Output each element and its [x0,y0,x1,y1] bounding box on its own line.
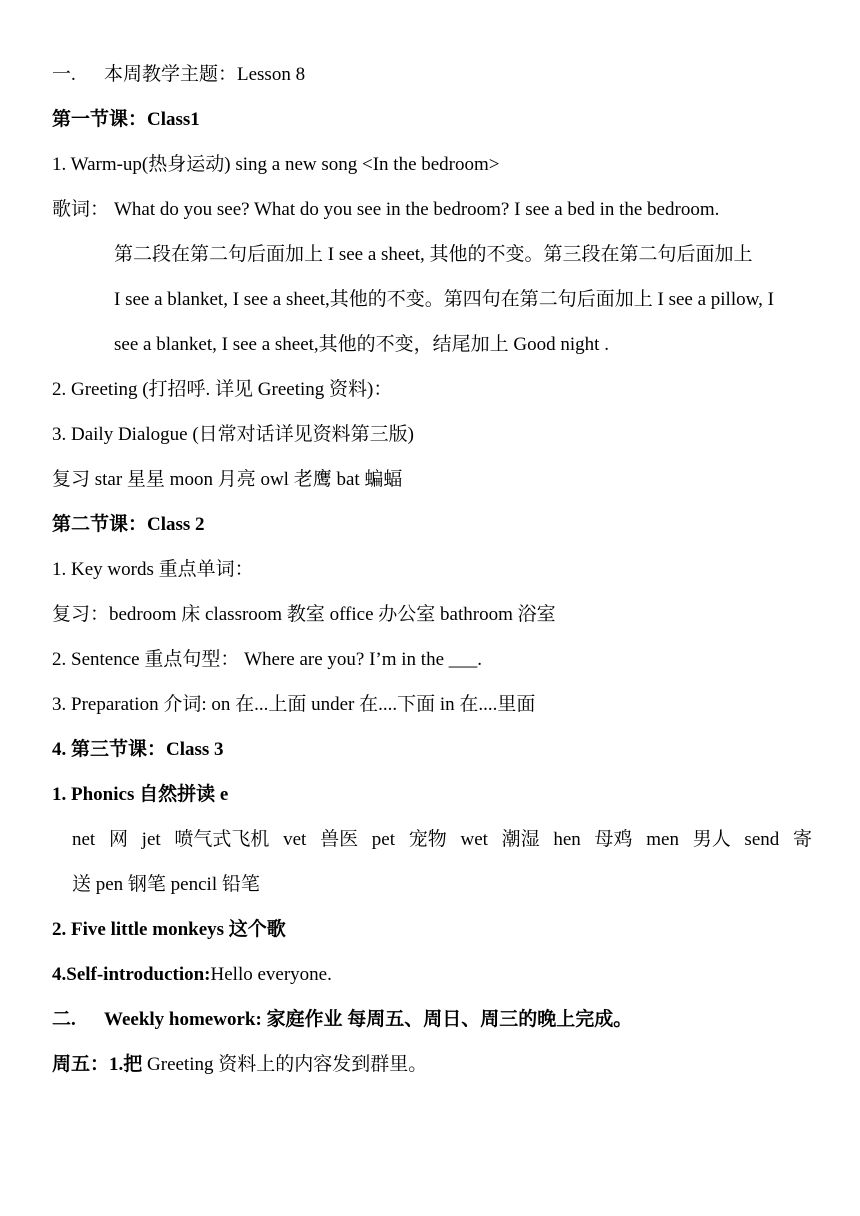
phonics-words-line [72,828,812,852]
lyrics-text: What do you see? What do you see in the bedroom? I see a bed in the bedroom. [114,199,720,220]
phonics-word: pet [371,829,396,850]
section-heading-2 [52,1008,822,1032]
friday-label: 周五：1.把 [52,1054,143,1075]
warmup-line: 1. Warm-up(热身运动) sing a new song <In the bedroom> [52,154,500,175]
review-line: 复习 star 星星 moon 月亮 owl 老鹰 bat 蝙蝠 [52,469,403,490]
phonics-meaning: 喷气式飞机 [174,829,270,850]
phonics-word: vet [283,829,307,850]
sentence-line: 2. Sentence 重点句型： Where are you? I’m in the ___. [52,649,483,670]
section-title: 本周教学主题：Lesson 8 [104,64,306,85]
lyrics-verse-2: 第二段在第二句后面加上 I see a sheet, 其他的不变。第三段在第二句后面加上 [114,244,753,265]
homework-title: Weekly homework: 家庭作业 每周五、周日、周三的晚上完成。 [104,1009,633,1030]
preposition-line: 3. Preparation 介词: on 在...上面 under 在....下面 in 在....里面 [52,694,536,715]
phonics-word: send [744,829,780,850]
lyrics-label: 歌词： [52,199,110,220]
class2-heading: 第二节课：Class 2 [52,514,205,535]
phonics-meaning: 网 [108,829,128,850]
phonics-meaning: 兽医 [320,829,359,850]
phonics-word: jet [141,829,161,850]
vocab-review-line: 复习：bedroom 床 classroom 教室 office 办公室 bathroom 浴室 [52,604,556,625]
section-heading-1 [52,63,822,87]
self-intro-text: Hello everyone. [210,964,332,985]
class3-heading: 4. 第三节课：Class 3 [52,739,224,760]
daily-dialogue-line: 3. Daily Dialogue (日常对话详见资料第三版) [52,424,415,445]
section-number: 二. [52,1009,76,1030]
phonics-meaning: 母鸡 [594,829,633,850]
song-line: 2. Five little monkeys 这个歌 [52,919,286,940]
section-number: 一. [52,64,76,85]
phonics-word: hen [553,829,581,850]
class1-heading: 第一节课：Class1 [52,109,200,130]
phonics-words-line-2: 送 pen 钢笔 pencil 铅笔 [72,874,260,895]
friday-homework-line [52,1053,822,1077]
phonics-heading: 1. Phonics 自然拼读 e [52,784,229,805]
phonics-meaning: 潮湿 [501,829,540,850]
phonics-word: men [646,829,679,850]
key-words-line: 1. Key words 重点单词： [52,559,254,580]
lyrics-line [52,198,822,222]
phonics-meaning: 男人 [692,829,731,850]
phonics-meaning: 寄 [792,829,812,850]
phonics-word: net [72,829,96,850]
friday-task: Greeting 资料上的内容发到群里。 [142,1054,428,1075]
phonics-meaning: 宠物 [408,829,447,850]
phonics-word: wet [460,829,488,850]
self-intro-label: 4.Self-introduction: [52,964,211,985]
self-intro-line [52,963,822,987]
lyrics-verse-4: see a blanket, I see a sheet,其他的不变，结尾加上 Good night . [114,334,609,355]
greeting-line: 2. Greeting (打招呼. 详见 Greeting 资料)： [52,379,393,400]
lyrics-verse-3: I see a blanket, I see a sheet,其他的不变。第四句在第二句后面加上 I see a pillow, I [114,289,774,310]
